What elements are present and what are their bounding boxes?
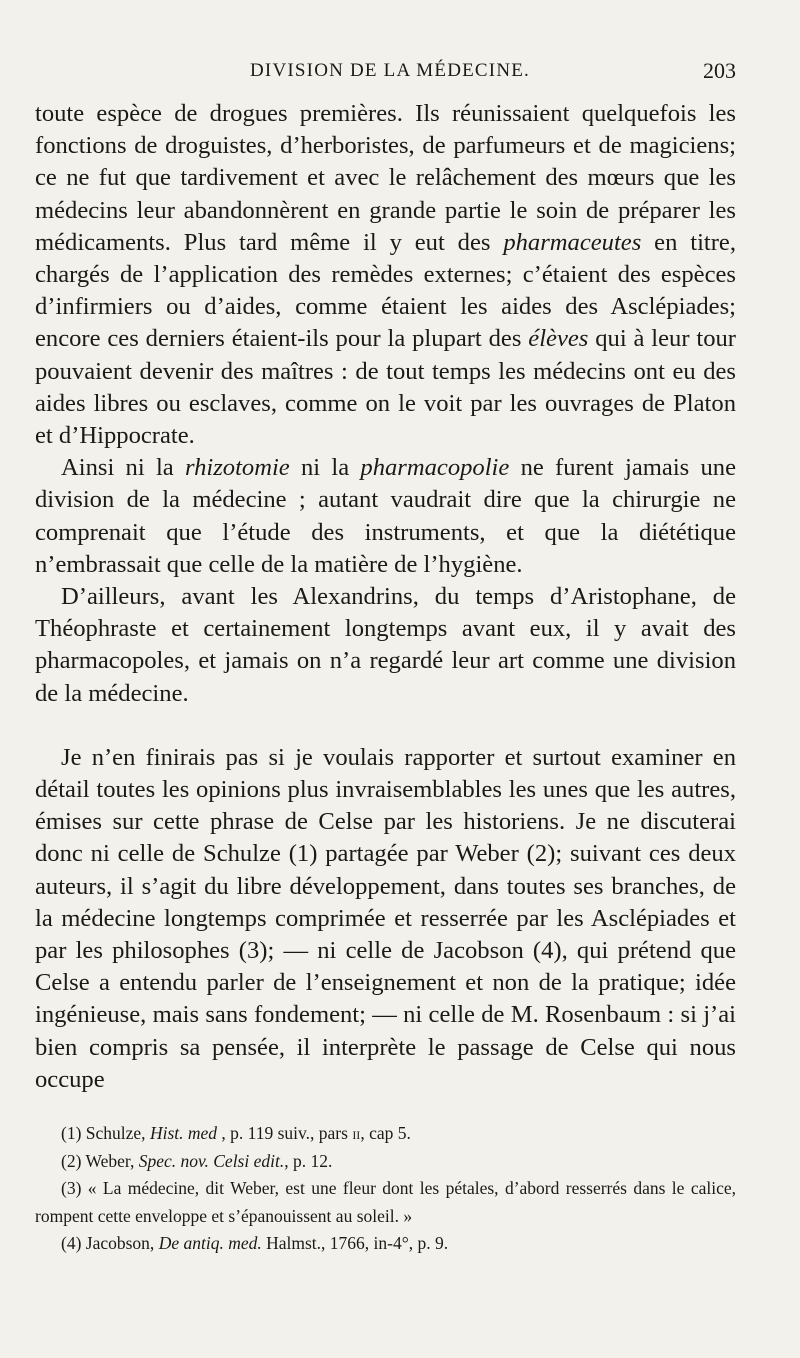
text-run: toute espèce de drogues premières. Ils réunissaient quelquefois les fonctions de droguistes, d’herboristes, de parfumeurs et de magiciens; ce ne fut que tardivement et avec le relâchement des mœurs que les médecins leur abandonnèrent en grande partie le soin de préparer les médicaments. Plus tard même il y eut des xyxy=(35,100,736,256)
text-run: , p. 119 suiv., pars xyxy=(217,1123,353,1144)
text-run: qui à leur tour pouvaient devenir des maîtres : de tout temps les médecins ont eu des aides libres ou esclaves, comme on le voit par les ouvrages de Platon et d’Hippocrate. xyxy=(35,325,736,450)
body-text xyxy=(35,98,736,1096)
paragraph-continued xyxy=(35,98,736,452)
text-run: (1) Schulze, xyxy=(61,1123,150,1144)
italic-title: Hist. med xyxy=(149,1123,218,1144)
footnote-4 xyxy=(35,1230,736,1258)
italic-term: élèves xyxy=(528,325,589,353)
footnotes xyxy=(35,1120,736,1258)
text-run: ni la xyxy=(289,454,361,482)
text-run: Halmst., 1766, in-4°, p. 9. xyxy=(261,1233,449,1254)
page-number: 203 xyxy=(703,58,736,83)
footnote-3: (3) « La médecine, dit Weber, est une fleur dont les pétales, d’abord resserrés dans le calice, rompent cette enveloppe et s’épanouissent au soleil. » xyxy=(35,1178,736,1226)
running-title: DIVISION DE LA MÉDECINE. xyxy=(250,60,530,81)
italic-title: Spec. nov. Celsi edit. xyxy=(138,1150,285,1171)
paragraph-opinions: Je n’en finirais pas si je voulais rapporter et surtout examiner en détail toutes les opinions plus invraisemblables les unes que les autres, émises sur cette phrase de Celse par les historiens. Je ne discuterai donc ni celle de Schulze (1) partagée par Weber (2); suivant ces deux auteurs, il s’agit du libre développement, dans toutes ses branches, de la médecine longtemps comprimée et resserrée par les Asclépiades et par les philosophes (3); — ni celle de Jacobson (4), qui prétend que Celse a entendu parler de l’enseignement et non de la pratique; idée ingénieuse, mais sans fondement; — ni celle de M. Rosenbaum : si j’ai bien compris sa pensée, il interprète le passage de Celse qui nous occupe xyxy=(35,743,736,1093)
paragraph-alexandrins: D’ailleurs, avant les Alexandrins, du temps d’Aristophane, de Théophraste et certainement longtemps avant eux, il y avait des pharmacopoles, et jamais on n’a regardé leur art comme une division de la médecine. xyxy=(35,583,736,707)
footnote-1 xyxy=(35,1120,736,1148)
text-run: (4) Jacobson, xyxy=(61,1233,159,1254)
text-run: (2) Weber, xyxy=(61,1150,139,1171)
paragraph-rhizotomie xyxy=(35,452,736,581)
text-run: , cap 5. xyxy=(360,1123,411,1144)
text-run: en titre, chargés de l’application des remèdes externes; c’étaient des espèces d’infirmiers ou d’aides, comme étaient les aides des Asclépiades; encore ces derniers étaient-ils pour la plupart des xyxy=(35,228,736,353)
running-head xyxy=(35,58,736,92)
text-run: Ainsi ni la xyxy=(61,454,185,482)
italic-term: pharmaceutes xyxy=(503,228,642,256)
small-caps-numeral: ii xyxy=(352,1123,361,1144)
italic-term: pharmacopolie xyxy=(360,454,510,482)
text-run: ne furent jamais une division de la médecine ; autant vaudrait dire que la chirurgie ne comprenait que l’étude des instruments, et que la diététique n’embrassait que celle de la matière de l’hygiène. xyxy=(35,454,736,578)
footnote-2 xyxy=(35,1148,736,1176)
italic-title: De antiq. med. xyxy=(158,1233,262,1254)
italic-term: rhizotomie xyxy=(184,454,290,482)
text-run: , p. 12. xyxy=(284,1150,333,1171)
